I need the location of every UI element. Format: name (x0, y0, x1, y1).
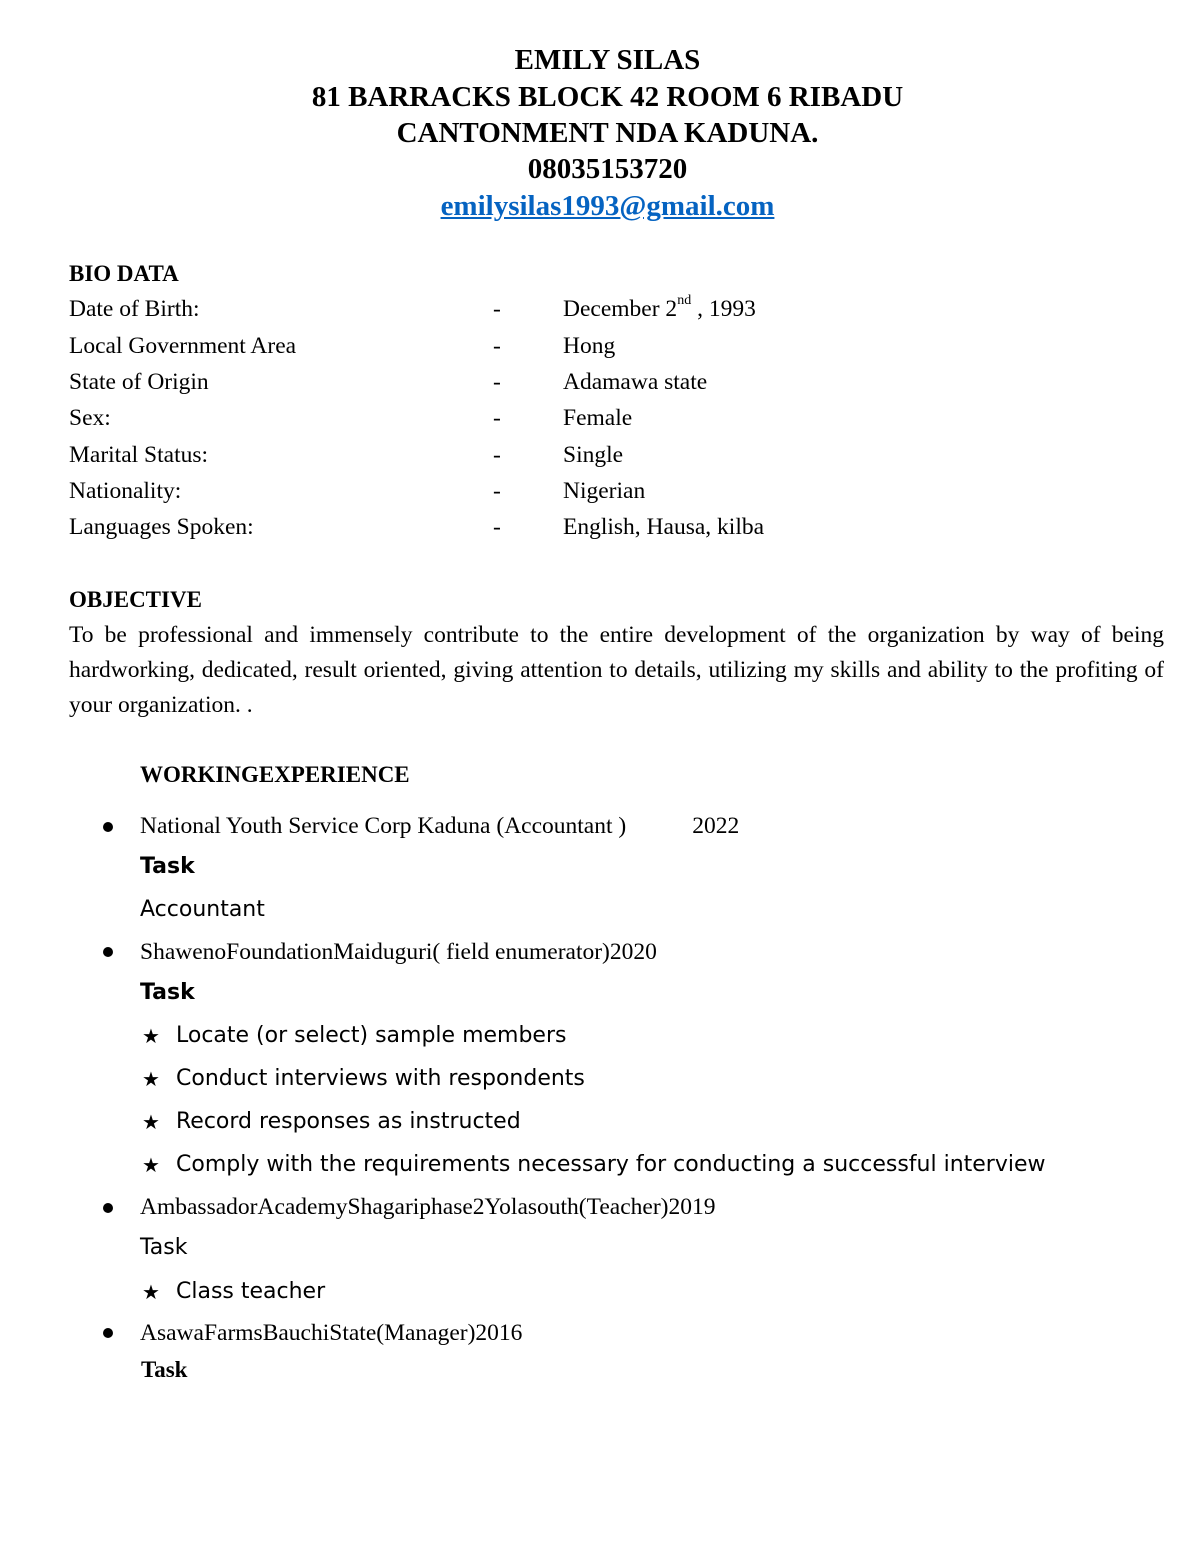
bio-separator: - (493, 442, 501, 468)
bio-value: Adamawa state (563, 369, 708, 395)
bio-row-state-of-origin (69, 364, 969, 400)
bio-value (563, 291, 756, 327)
task-plain-item: Accountant (140, 897, 265, 922)
email-link[interactable]: emilysilas1993@gmail.com (440, 190, 775, 222)
task-label: Task (140, 980, 195, 1005)
bio-label: Nationality: (69, 478, 182, 504)
task-label: Task (140, 1235, 188, 1260)
bio-row-languages (69, 509, 969, 545)
bio-value-superscript: nd (677, 293, 692, 309)
bullet-icon (103, 822, 113, 832)
job-title-asawa: AsawaFarmsBauchiState(Manager)2016 (140, 1320, 523, 1346)
star-bullet-icon: ★ (142, 1110, 160, 1134)
star-bullet-icon: ★ (142, 1067, 160, 1091)
bio-label: Sex: (69, 405, 111, 431)
bio-label: Marital Status: (69, 442, 209, 468)
phone-number: 08035153720 (527, 153, 688, 185)
objective-paragraph: To be professional and immensely contribute to the entire development of the organization by way of being hardworking, dedicated, result oriented, giving attention to details, utilizing my skills and ability to the profiting of your organization. . (69, 622, 1164, 718)
bio-value: Female (563, 405, 633, 431)
bullet-icon (103, 1203, 113, 1213)
star-bullet-icon: ★ (142, 1280, 160, 1304)
bio-data-heading: BIO DATA (69, 261, 179, 286)
bio-value: Hong (563, 333, 616, 359)
applicant-name: EMILY SILAS (514, 44, 701, 76)
bio-label: Date of Birth: (69, 296, 200, 322)
bio-value-tail: , 1993 (691, 296, 756, 322)
task-item: Conduct interviews with respondents (176, 1066, 585, 1091)
task-item: Class teacher (176, 1279, 326, 1304)
task-item: Comply with the requirements necessary for conducting a successful interview (176, 1152, 1046, 1177)
bio-value-main: December 2 (563, 296, 678, 322)
address-line-1: 81 BARRACKS BLOCK 42 ROOM 6 RIBADU (311, 81, 904, 113)
bio-separator: - (493, 478, 501, 504)
working-experience-heading: WORKINGEXPERIENCE (140, 762, 410, 787)
task-item: Locate (or select) sample members (176, 1023, 567, 1048)
job-title-ambassador: AmbassadorAcademyShagariphase2Yolasouth(Teacher)2019 (140, 1194, 716, 1220)
bullet-icon (103, 947, 113, 957)
bio-row-lga (69, 328, 969, 364)
job-year: 2022 (692, 813, 740, 839)
bio-row-date-of-birth (69, 291, 969, 327)
bio-row-sex (69, 400, 969, 436)
job-title-nysc (140, 810, 739, 842)
job-title-shaweno: ShawenoFoundationMaiduguri( field enumerator)2020 (140, 939, 657, 965)
bio-label: Languages Spoken: (69, 514, 254, 540)
task-label: Task (140, 854, 195, 879)
bio-separator: - (493, 333, 501, 359)
bio-row-nationality (69, 473, 969, 509)
bio-value: English, Hausa, kilba (563, 514, 765, 540)
email-line (0, 188, 1200, 224)
bio-value: Single (563, 442, 624, 468)
bio-label: State of Origin (69, 369, 209, 395)
task-label: Task (141, 1357, 188, 1382)
bio-value: Nigerian (563, 478, 646, 504)
star-bullet-icon: ★ (142, 1024, 160, 1048)
bio-separator: - (493, 296, 501, 322)
task-item: Record responses as instructed (176, 1109, 521, 1134)
bullet-icon (103, 1328, 113, 1338)
objective-heading: OBJECTIVE (69, 587, 202, 612)
job-title-text: National Youth Service Corp Kaduna (Accountant ) (140, 813, 627, 839)
address-line-2: CANTONMENT NDA KADUNA. (396, 117, 819, 149)
bio-row-marital-status (69, 437, 969, 473)
bio-separator: - (493, 369, 501, 395)
bio-separator: - (493, 405, 501, 431)
bio-separator: - (493, 514, 501, 540)
bio-label: Local Government Area (69, 333, 297, 359)
star-bullet-icon: ★ (142, 1153, 160, 1177)
